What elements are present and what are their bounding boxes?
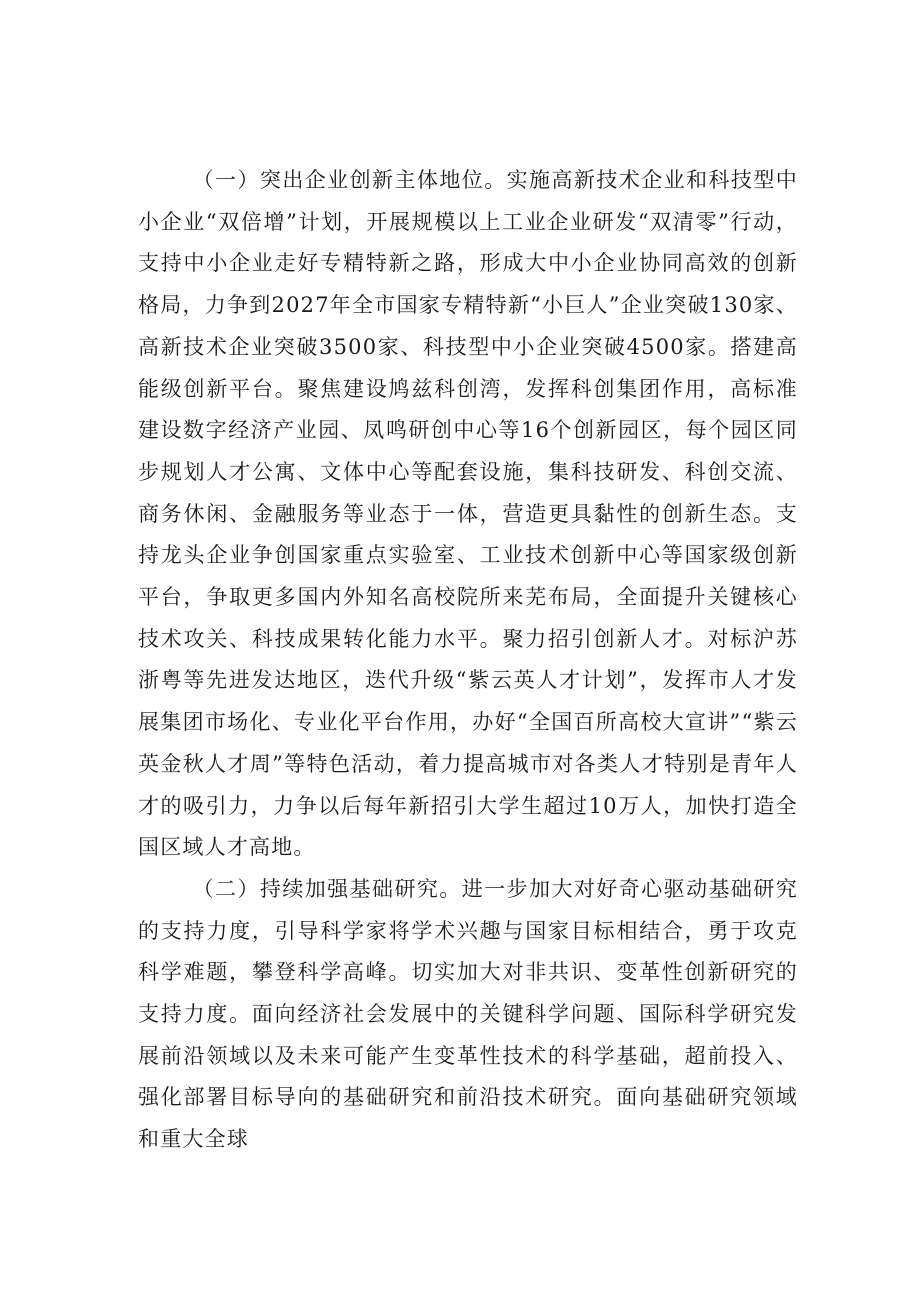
paragraph-1: （一）突出企业创新主体地位。实施高新技术企业和科技型中小企业“双倍增”计划，开展规模以上工业企业研发“双清零”行动，支持中小企业走好专精特新之路，形成大中小企业协同高效的创新格局，力争到2027年全市国家专精特新“小巨人”企业突破130家、高新技术企业突破3500家、科技型中小企业突破4500家。搭建高能级创新平台。聚焦建设鸠兹科创湾，发挥科创集团作用，高标准建设数字经济产业园、凤鸣研创中心等16个创新园区，每个园区同步规划人才公寓、文体中心等配套设施，集科技研发、科创交流、商务休闲、金融服务等业态于一体，营造更具黏性的创新生态。支持龙头企业争创国家重点实验室、工业技术创新中心等国家级创新平台，争取更多国内外知名高校院所来芜布局，全面提升关键核心技术攻关、科技成果转化能力水平。聚力招引创新人才。对标沪苏浙粤等先进发达地区，迭代升级“紫云英人才计划”，发挥市人才发展集团市场化、专业化平台作用，办好“全国百所高校大宣讲”“紫云英金秋人才周”等特色活动，着力提高城市对各类人才特别是青年人才的吸引力，力争以后每年新招引大学生超过10万人，加快打造全国区域人才高地。 [138, 168, 798, 860]
document-body [138, 160, 798, 1161]
paragraph-2: （二）持续加强基础研究。进一步加大对好奇心驱动基础研究的支持力度，引导科学家将学术兴趣与国家目标相结合，勇于攻克科学难题，攀登科学高峰。切实加大对非共识、变革性创新研究的支持力度。面向经济社会发展中的关键科学问题、国际科学研究发展前沿领域以及未来可能产生变革性技术的科学基础，超前投入、强化部署目标导向的基础研究和前沿技术研究。面向基础研究领域和重大全球 [138, 876, 798, 1152]
